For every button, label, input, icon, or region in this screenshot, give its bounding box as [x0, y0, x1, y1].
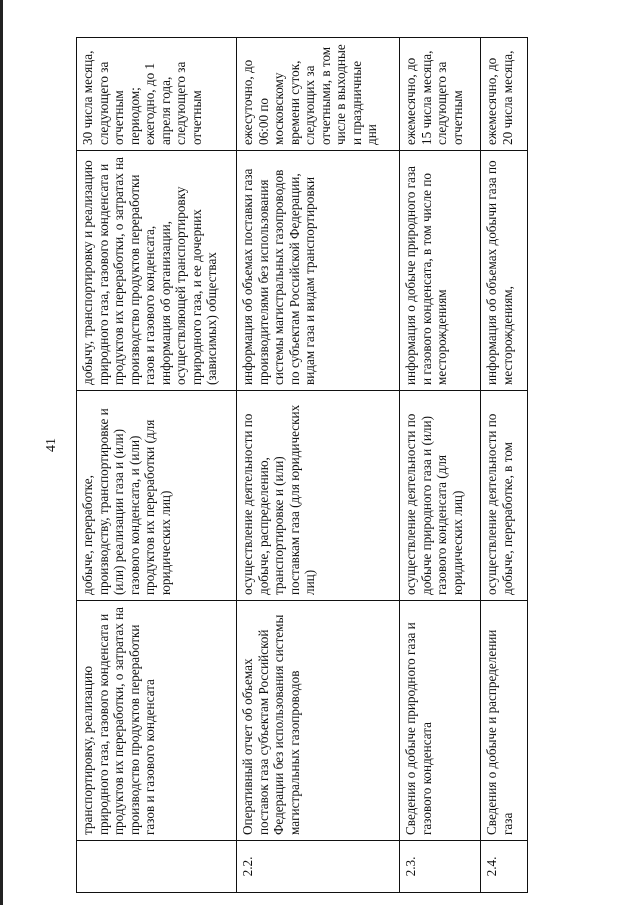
deadline-cell: ежемесячно, до 20 числа месяца, [481, 38, 528, 151]
information-content-cell: информация об объемах поставки газа производителями без использования системы магистральных газопроводов по субъектам Российской Федерации, видам газа и видам транспортировки [237, 151, 400, 391]
row-number-cell: 2.3. [400, 841, 481, 893]
row-number-cell: 2.2. [237, 841, 400, 893]
table-row [237, 38, 400, 893]
table-row [77, 38, 237, 893]
reporting-subject-cell: осуществление деятельности по добыче, распределению, транспортировке и (или) поставкам газа (для юридических лиц) [237, 391, 400, 601]
reporting-subject-cell: осуществление деятельности по добыче природного газа и (или) газового конденсата (для юридических лиц) [400, 391, 481, 601]
reporting-subject-cell: осуществление деятельности по добыче, переработке, в том [481, 391, 528, 601]
table-row [400, 38, 481, 893]
report-name-cell: Сведения о добыче природного газа и газового конденсата [400, 601, 481, 841]
reporting-subject-cell: добыче, переработке, производству, транспортировке и (или) реализации газа и (или) газового конденсата, и (или) продуктов их переработки (для юридических лиц) [77, 391, 237, 601]
information-content-cell: информация об объемах добычи газа по месторождениям, [481, 151, 528, 391]
information-content-cell: добычу, транспортировку и реализацию природного газа, газового конденсата и продуктов их переработки, о затратах на производство продуктов переработки газов и газового конденсата, информация об организации, осуществляющей транспортировку природного газа, и ее дочерних (зависимых) обществах [77, 151, 237, 391]
information-content-cell: информация о добыче природного газа и газового конденсата, в том числе по месторождениям [400, 151, 481, 391]
deadline-cell: ежесуточно, до 06:00 по московскому времени суток, следующих за отчетными, в том числе в выходные и праздничные дни [237, 38, 400, 151]
page-number: 41 [44, 438, 59, 452]
table-row [481, 38, 528, 893]
reporting-table [76, 37, 528, 893]
row-number-cell: 2.4. [481, 841, 528, 893]
deadline-cell: 30 числа месяца, следующего за отчетным периодом; ежегодно, до 1 апреля года, следующего за отчетным [77, 38, 237, 151]
row-number-cell [77, 841, 237, 893]
report-name-cell: транспортировку, реализацию природного газа, газового конденсата и продуктов их переработки, о затратах на производство продуктов переработки газов и газового конденсата [77, 601, 237, 841]
deadline-cell: ежемесячно, до 15 числа месяца, следующего за отчетным [400, 38, 481, 151]
report-name-cell: Оперативный отчет об объемах поставок газа субъектам Российской Федерации без использования системы магистральных газопроводов [237, 601, 400, 841]
report-name-cell: Сведения о добыче и распределении газа [481, 601, 528, 841]
